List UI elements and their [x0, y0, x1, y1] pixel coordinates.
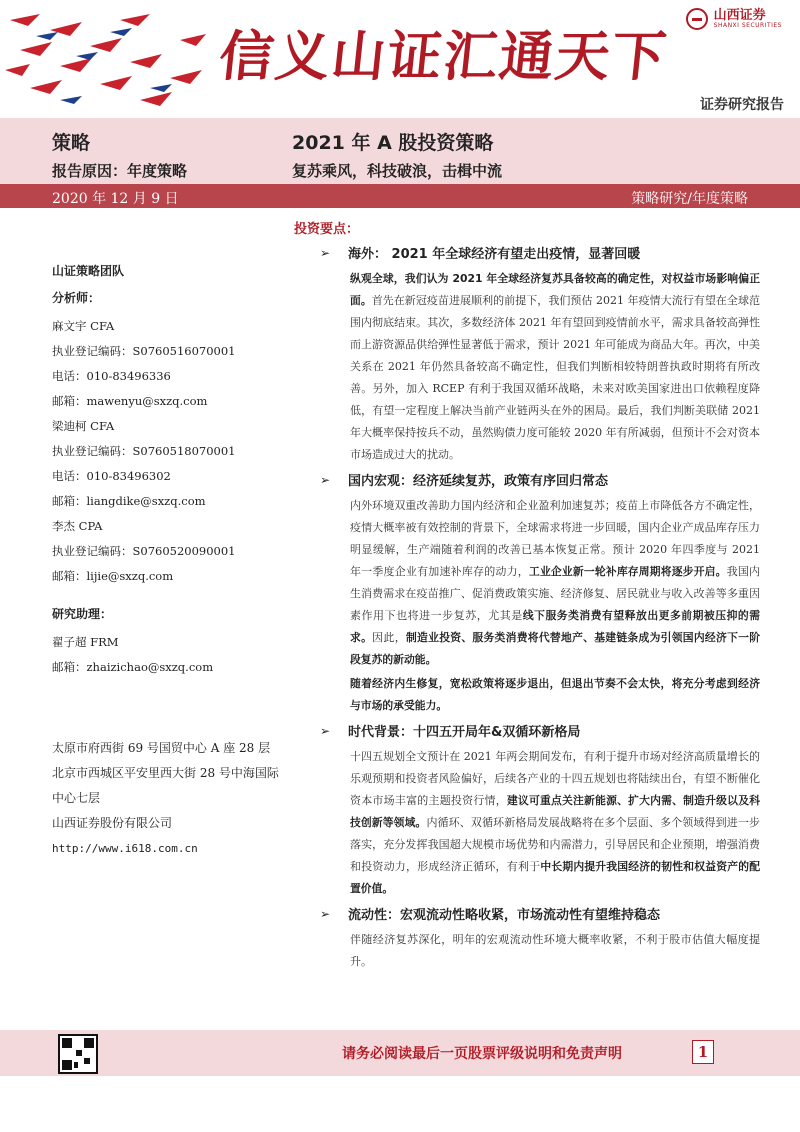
analyst-email[interactable]: 邮箱：liangdike@sxzq.com [52, 494, 206, 508]
analyst-name: 麻文宇 CFA [52, 319, 115, 333]
report-category: 策略 [52, 132, 91, 154]
qr-code-icon [58, 1034, 98, 1074]
analyst-email[interactable]: 邮箱：mawenyu@sxzq.com [52, 394, 208, 408]
section-paragraph: 纵观全球，我们认为 2021 年全球经济复苏具备较高的确定性，对权益市场影响偏正面。首先在新冠疫苗进展顺利的前提下，我们预估 2021 年疫情大流行有望在全球范围内彻底结束。其次，多数经济体 2021 年有望回到疫情前水平，需求具备较高弹性而上游资源品供给弹性显著低于需求，预计 2021 年可能成为商品大年。再次，中美关系在 2021 年仍然具备较高不确定性，但我们判断相较特朗普执政时期将有所改善。另外，加入 RCEP 有利于我国双循环战略，未来对欧美国家进出口依赖程度降低，有望一定程度上解决当前产业链两头在外的困局。最后，我们判断美联储 2021 年大概率保持按兵不动，虽然购债力度可能较 2020 年有所减弱，但预计不会对资本市场造成过大的扰动。 [350, 272, 760, 461]
section-paragraph: 内外环境双重改善助力国内经济和企业盈利加速复苏；疫苗上市降低各方不确定性，疫情大概率被有效控制的背景下，全球需求将进一步回暖，国内企业产成品库存压力明显缓解，生产端随着利润的改善已基本恢复正常。预计 2020 年四季度与 2021 年一季度企业有加速补库存的动力，工业企业新一轮补库存周期将逐步开启。我国内生消费需求在疫苗推广、促消费政策实施、经济修复、居民就业与收入改善等多重因素作用下也将进一步复苏，尤其是线下服务类消费有望释放出更多前期被压抑的需求。因此，制造业投资、服务类消费将代替地产、基建链条成为引领国内经济下一阶段复苏的新动能。 [350, 499, 761, 666]
analyst-name: 梁迪柯 CFA [52, 419, 115, 433]
analyst-phone: 电话：010-83496336 [52, 369, 171, 383]
section-heading: ➢ 国内宏观：经济延续复苏，政策有序回归常态 [320, 472, 609, 489]
key-points-title: 投资要点： [294, 222, 360, 237]
disclaimer-notice[interactable]: 请务必阅读最后一页股票评级说明和免责声明 [342, 1046, 622, 1062]
analyst-reg: 执业登记编码：S0760516070001 [52, 344, 236, 358]
section-heading: ➢ 海外： 2021 年全球经济有望走出疫情，显著回暖 [320, 245, 641, 262]
header-banner [0, 0, 800, 118]
logo-text: 山西证券 [713, 8, 766, 23]
report-date: 2020 年 12 月 9 日 [52, 191, 179, 207]
report-reason: 报告原因：年度策略 [52, 162, 188, 180]
arrow-bullet-icon: ➢ [320, 245, 331, 260]
page-number: 1 [692, 1040, 714, 1064]
company-url[interactable]: http://www.i618.com.cn [52, 842, 198, 855]
report-type: 证券研究报告 [700, 97, 784, 113]
analyst-phone: 电话：010-83496302 [52, 469, 171, 483]
section-heading: ➢ 时代背景：十四五开局年&双循环新格局 [320, 723, 581, 740]
team-name: 山证策略团队 [52, 264, 125, 278]
analysts-heading: 分析师： [52, 291, 101, 305]
arrow-bullet-icon: ➢ [320, 723, 331, 738]
birds-graphic [0, 0, 240, 118]
company-logo [686, 8, 782, 30]
logo-subtext: SHANXI SECURITIES [713, 22, 782, 29]
report-subtitle: 复苏乘风，科技破浪，击楫中流 [292, 162, 503, 180]
key-points [294, 218, 761, 975]
slogan: 信义山证汇通天下 [216, 25, 671, 88]
section-paragraph: 随着经济内生修复，宽松政策将逐步退出，但退出节奏不会太快，将充分考虑到经济与市场的承受能力。 [350, 677, 760, 712]
report-section: 策略研究/年度策略 [631, 191, 748, 207]
analyst-reg: 执业登记编码：S0760520090001 [52, 544, 236, 558]
address-line: 北京市西城区平安里西大街 28 号中海国际中心七层 [52, 766, 279, 805]
report-title: 2021 年 A 股投资策略 [292, 132, 494, 154]
section-paragraph: 伴随经济复苏深化，明年的宏观流动性环境大概率收紧，不利于股市估值大幅度提升。 [350, 933, 760, 968]
assistant-name: 翟子超 FRM [52, 635, 119, 649]
analyst-name: 李杰 CPA [52, 519, 103, 533]
section-heading: ➢ 流动性：宏观流动性略收紧，市场流动性有望维持稳态 [320, 906, 661, 923]
analyst-panel [52, 262, 292, 680]
section-paragraph: 十四五规划全文预计在 2021 年两会期间发布，有利于提升市场对经济高质量增长的乐观预期和投资者风险偏好，后续各产业的十四五规划也将陆续出台，有望不断催化资本市场丰富的主题投资行情，建议可重点关注新能源、扩大内需、制造升级以及科技创新等领域。内循环、双循环新格局发展战略将在多个层面、多个领域得到进一步落实，充分发挥我国超大规模市场优势和内需潜力，引导居民和企业预期，增强消费和投资动力，形成经济正循环，有利于中长期内提升我国经济的韧性和权益资产的配置价值。 [350, 750, 761, 895]
company-name: 山西证券股份有限公司 [52, 816, 173, 830]
arrow-bullet-icon: ➢ [320, 906, 331, 921]
logo-icon [686, 8, 708, 30]
address-line: 太原市府西街 69 号国贸中心 A 座 28 层 [52, 741, 271, 755]
analyst-email[interactable]: 邮箱：lijie@sxzq.com [52, 569, 174, 583]
assistant-email[interactable]: 邮箱：zhaizichao@sxzq.com [52, 660, 214, 674]
assistant-heading: 研究助理： [52, 607, 113, 621]
arrow-bullet-icon: ➢ [320, 472, 331, 487]
analyst-reg: 执业登记编码：S0760518070001 [52, 444, 236, 458]
company-address [52, 736, 287, 861]
